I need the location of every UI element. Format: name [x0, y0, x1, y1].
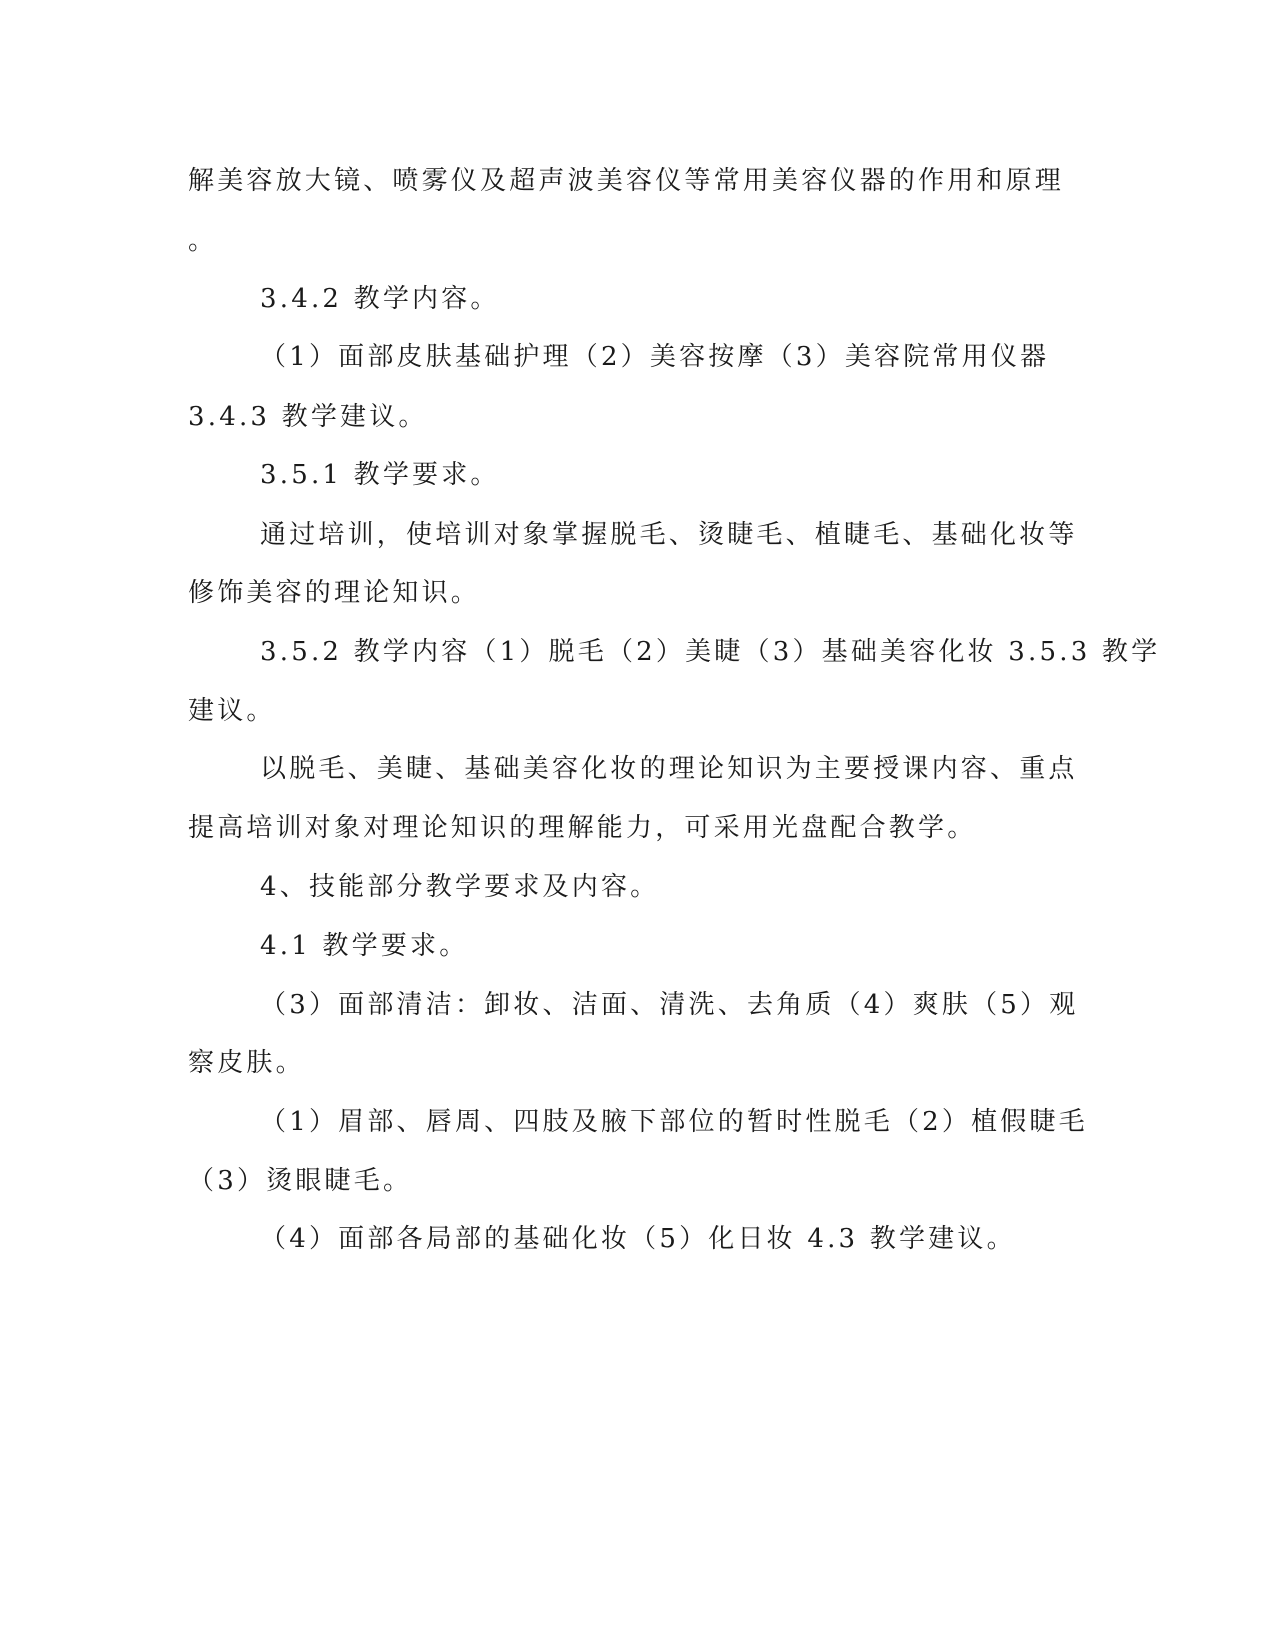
text-line: 建议。 — [188, 696, 276, 726]
text-line: 提高培训对象对理论知识的理解能力，可采用光盘配合教学。 — [188, 813, 977, 843]
text-line: 察皮肤。 — [188, 1048, 305, 1078]
section-heading: 4.1 教学要求。 — [260, 931, 469, 961]
text-line: （3）烫眼睫毛。 — [188, 1166, 413, 1196]
text-line: （4）面部各局部的基础化妆（5）化日妆 4.3 教学建议。 — [260, 1224, 1016, 1254]
text-line: （1）面部皮肤基础护理（2）美容按摩（3）美容院常用仪器 — [260, 342, 1050, 372]
text-line: （3）面部清洁：卸妆、洁面、清洗、去角质（4）爽肤（5）观 — [260, 990, 1079, 1020]
text-line: 3.5.2 教学内容（1）脱毛（2）美睫（3）基础美容化妆 3.5.3 教学 — [260, 637, 1161, 667]
text-line: 解美容放大镜、喷雾仪及超声波美容仪等常用美容仪器的作用和原理 — [188, 166, 1065, 196]
section-heading: 4、技能部分教学要求及内容。 — [260, 872, 660, 902]
text-line: 。 — [188, 226, 218, 256]
section-heading: 3.4.3 教学建议。 — [188, 402, 428, 432]
text-line: 修饰美容的理论知识。 — [188, 578, 481, 608]
section-heading: 3.5.1 教学要求。 — [260, 460, 500, 490]
section-heading: 3.4.2 教学内容。 — [260, 284, 500, 314]
text-line: 通过培训，使培训对象掌握脱毛、烫睫毛、植睫毛、基础化妆等 — [260, 520, 1078, 550]
text-line: 以脱毛、美睫、基础美容化妆的理论知识为主要授课内容、重点 — [260, 754, 1078, 784]
text-line: （1）眉部、唇周、四肢及腋下部位的暂时性脱毛（2）植假睫毛 — [260, 1107, 1088, 1137]
